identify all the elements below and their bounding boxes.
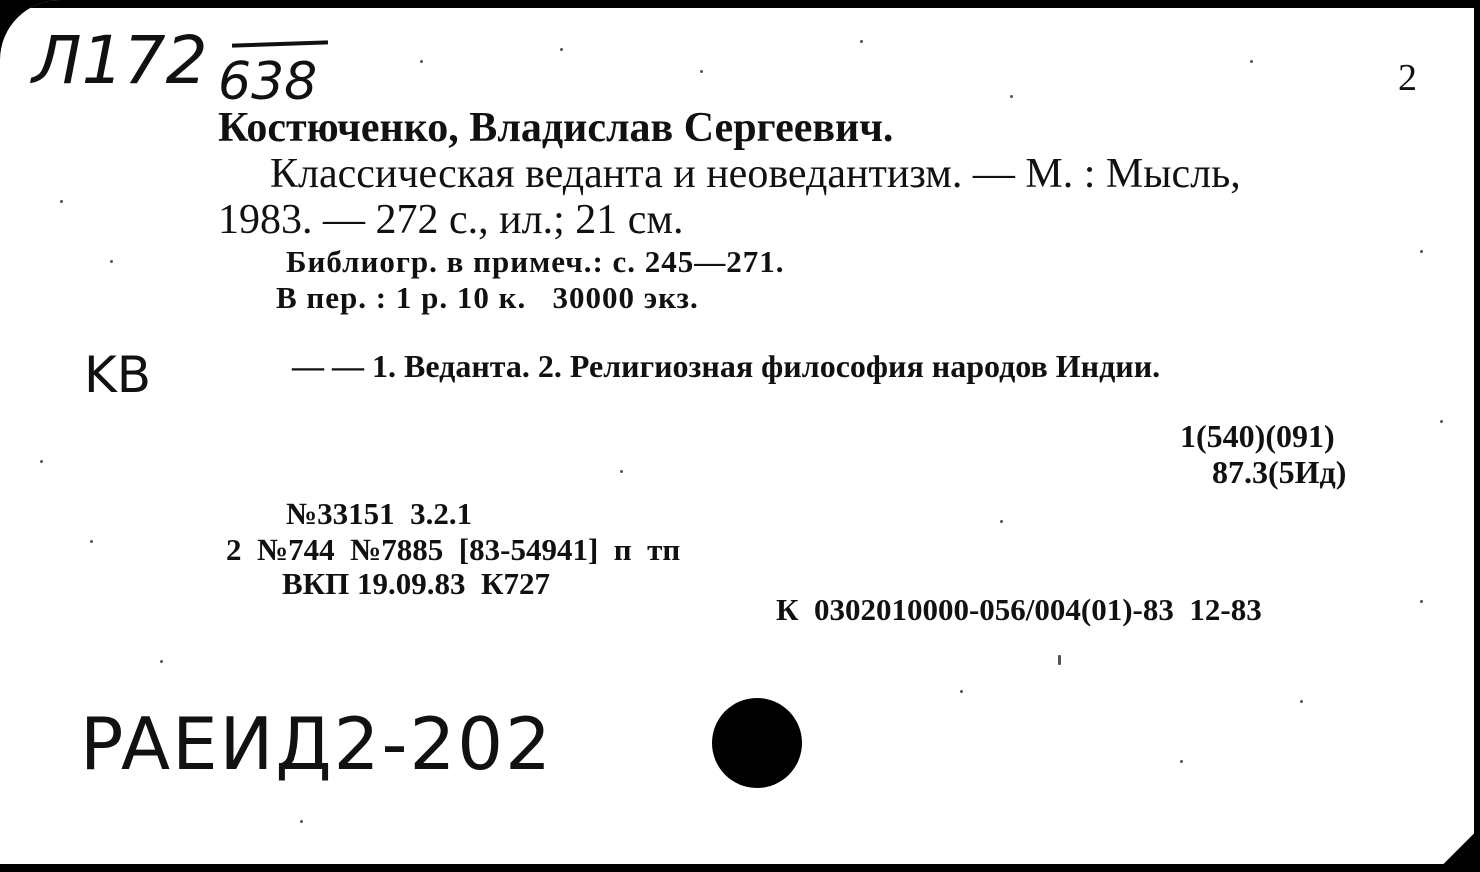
handwritten-shelf-number: Л172 (32, 22, 208, 99)
bbk-code: 87.3(5Ид) (1212, 454, 1347, 490)
price-note: В пер. : 1 р. 10 к. 30000 экз. (276, 280, 699, 315)
punch-hole (712, 698, 802, 788)
card-edge-top (0, 0, 1480, 8)
publisher-code: К 0302010000-056/004(01)-83 12-83 (776, 592, 1262, 627)
card-edge-right (1474, 0, 1480, 872)
handwritten-catalog-code: PAEИД2-202 (80, 702, 553, 786)
registration-line-1: №33151 3.2.1 (286, 496, 473, 531)
registration-line-3: ВКП 19.09.83 К727 (282, 566, 550, 601)
handwritten-kv-mark: KB (84, 346, 152, 404)
title-line: Классическая веданта и неоведантизм. — М. : Мысль, (270, 151, 1241, 197)
card-edge-corner (1420, 832, 1480, 872)
card-index-number: 2 (1398, 57, 1417, 99)
publication-line: 1983. — 272 с., ил.; 21 см. (218, 197, 684, 243)
fraction-bar (232, 40, 328, 47)
handwritten-fraction-number: 638 (218, 52, 318, 112)
registration-line-2: 2 №744 №7885 [83-54941] п тп (226, 532, 681, 567)
bibliography-note: Библиогр. в примеч.: с. 245—271. (286, 244, 785, 279)
author-heading: Костюченко, Владислав Сергеевич. (218, 105, 894, 151)
subject-headings: — — 1. Веданта. 2. Религиозная философия народов Индии. (292, 348, 1161, 384)
udc-code: 1(540)(091) (1180, 418, 1335, 454)
card-edge-bottom (0, 864, 1480, 872)
